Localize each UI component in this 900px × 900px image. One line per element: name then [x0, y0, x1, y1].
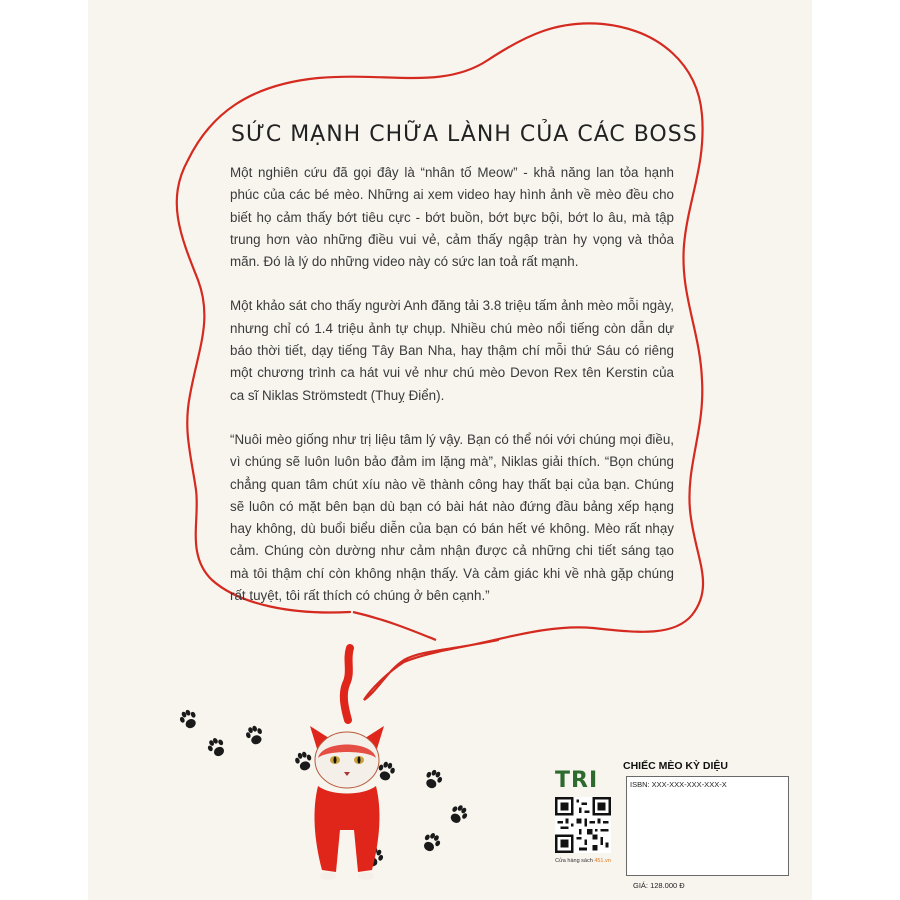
- paw-print-icon: [205, 735, 228, 759]
- paw-print-icon: [446, 802, 470, 826]
- page-title: SỨC MẠNH CHỮA LÀNH CỦA CÁC BOSS: [231, 122, 698, 147]
- price-text: GIÁ: 128.000 Đ: [633, 881, 685, 890]
- barcode-box: [626, 776, 789, 876]
- back-cover: [88, 0, 812, 900]
- isbn-text: ISBN: XXX-XXX-XXX-XXX-X: [630, 780, 727, 789]
- paragraph: Một khảo sát cho thấy người Anh đăng tải 3.8 triệu tấm ảnh mèo mỗi ngày, nhưng chỉ có 1.4 triệu ảnh tự chụp. Nhiều chú mèo nổi tiếng còn dẫn dự báo thời tiết, dạy tiếng Tây Ban Nha, hay thậm chí mỗi thứ Sáu có riêng một chương trình ca hát vui vẻ như chú mèo Devon Rex tên Kerstin của ca sĩ Niklas Strömstedt (Thuỵ Điển).: [230, 298, 674, 403]
- paw-print-icon: [244, 724, 266, 747]
- paragraph: Một nghiên cứu đã gọi đây là “nhân tố Meow” - khả năng lan tỏa hạnh phúc của các bé mèo. Những ai xem video hay hình ảnh về mèo đều cho biết họ cảm thấy bớt tiêu cực - bớt buồn, bớt bực bội, bớt lo âu, mà tập trung hơn vào những điều vui vẻ, cảm thấy ngập tràn hy vọng và thỏa mãn. Đó là lý do những video này có sức lan toả rất mạnh.: [230, 165, 674, 270]
- red-cat-illustration: [288, 640, 408, 900]
- qr-code-icon[interactable]: [555, 797, 611, 853]
- paw-print-icon: [177, 707, 200, 731]
- paw-print-icon: [420, 830, 443, 854]
- store-link[interactable]: 451.vn: [594, 858, 611, 864]
- store-label-prefix: Cửa hàng sách: [555, 858, 595, 864]
- publisher-logo-text: TRI: [555, 768, 599, 793]
- book-title: CHIẾC MÈO KỲ DIỆU: [623, 760, 729, 772]
- paragraph: “Nuôi mèo giống như trị liệu tâm lý vậy. Bạn có thể nói với chúng mọi điều, vì chúng sẽ luôn luôn bảo đảm im lặng mà”, Niklas giải thích. “Bọn chúng chẳng quan tâm chút xíu nào về thành công hay thất bại của bạn. Chúng sẽ luôn có mặt bên bạn dù bạn có bài hát nào đứng đầu bảng xếp hạng hay không, dù buổi biểu diễn của bạn có bán hết vé không. Mèo rất nhạy cảm. Chúng còn dường như cảm nhận được cả những chi tiết sáng tạo mà tôi thậm chí còn không nhận thấy. Và cảm giác khi về nhà gặp chúng rất tuyệt, tôi rất thích có chúng ở bên cạnh.”: [230, 431, 674, 604]
- paw-print-icon: [422, 767, 445, 791]
- store-label: [540, 858, 626, 864]
